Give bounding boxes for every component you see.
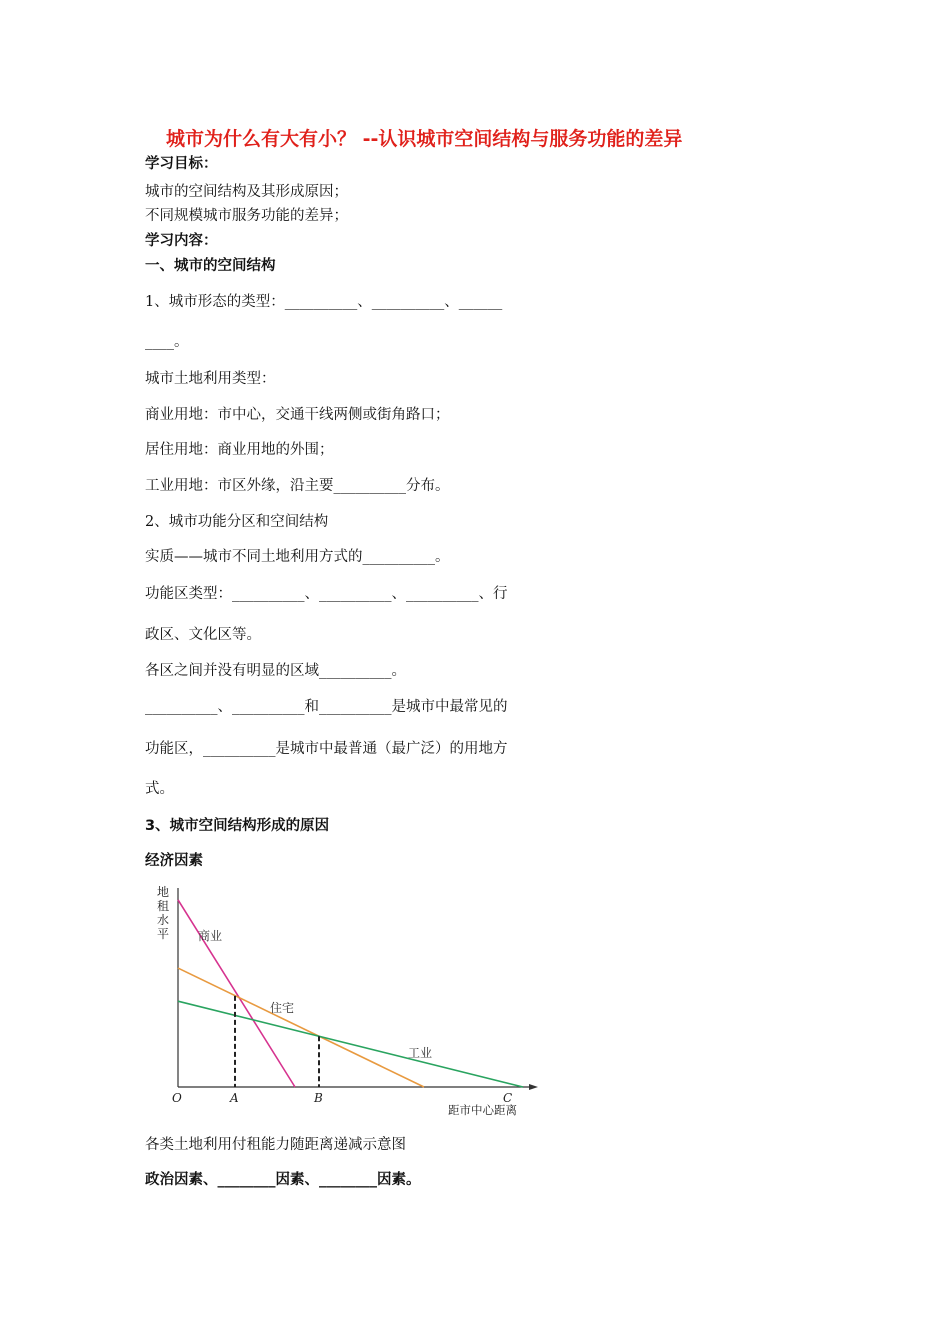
- y-axis-label: 地租水平: [157, 885, 170, 941]
- paragraph-line: 工业用地：市区外缘，沿主要__________分布。: [145, 478, 450, 494]
- chart-caption: 各类土地利用付租能力随距离递减示意图: [145, 1137, 406, 1153]
- chart-series-layer: [178, 900, 523, 1087]
- x-marker-label: B: [314, 1091, 323, 1105]
- paragraph-line: 商业用地：市中心，交通干线两侧或街角路口；: [145, 407, 450, 423]
- x-marker-label: A: [230, 1091, 239, 1105]
- section-heading: 3、城市空间结构形成的原因: [145, 818, 330, 834]
- series-line: [178, 968, 424, 1087]
- paragraph-line: 政区、文化区等。: [145, 627, 261, 643]
- series-label: 工业: [408, 1046, 433, 1060]
- x-axis-arrow: [529, 1084, 538, 1090]
- series-label: 住宅: [270, 1001, 295, 1015]
- series-line: [178, 1001, 523, 1087]
- series-line: [178, 900, 295, 1087]
- paragraph-line: 2、城市功能分区和空间结构: [145, 514, 329, 530]
- x-axis-label: 距市中心距离: [448, 1103, 517, 1117]
- heading-content: 学习内容：: [145, 233, 218, 249]
- origin-label: O: [172, 1091, 182, 1105]
- bid-rent-chart: [140, 880, 560, 1120]
- paragraph-line: 功能区，__________是城市中最普通（最广泛）的用地方: [145, 741, 508, 757]
- paragraph-line: 实质——城市不同土地利用方式的__________。: [145, 549, 450, 565]
- paragraph-line: 各区之间并没有明显的区域__________。: [145, 663, 406, 679]
- subsection-heading: 经济因素: [145, 853, 203, 869]
- chart-axes: [178, 888, 538, 1090]
- heading-objectives: 学习目标：: [145, 156, 218, 172]
- chart-labels-layer: [157, 884, 517, 1117]
- paragraph-line: 功能区类型：__________、__________、__________、行: [145, 586, 508, 602]
- page-title: 城市为什么有大有小？ --认识城市空间结构与服务功能的差异: [166, 128, 683, 150]
- objective-item: 城市的空间结构及其形成原因；: [145, 184, 348, 200]
- paragraph-line: __________、__________和__________是城市中最常见的: [145, 699, 508, 715]
- paragraph-line: ____。: [145, 334, 189, 350]
- series-label: 商业: [198, 929, 223, 943]
- paragraph-line: 式。: [145, 781, 174, 797]
- objective-item: 不同规模城市服务功能的差异；: [145, 208, 348, 224]
- paragraph-line: 城市土地利用类型：: [145, 371, 276, 387]
- closing-line: 政治因素、________因素、________因素。: [145, 1172, 421, 1188]
- paragraph-line: 居住用地：商业用地的外围；: [145, 442, 334, 458]
- section-heading: 一、城市的空间结构: [145, 258, 276, 274]
- paragraph-line: 1、城市形态的类型：__________、__________、______: [145, 294, 503, 310]
- x-marker-label: C: [503, 1091, 513, 1105]
